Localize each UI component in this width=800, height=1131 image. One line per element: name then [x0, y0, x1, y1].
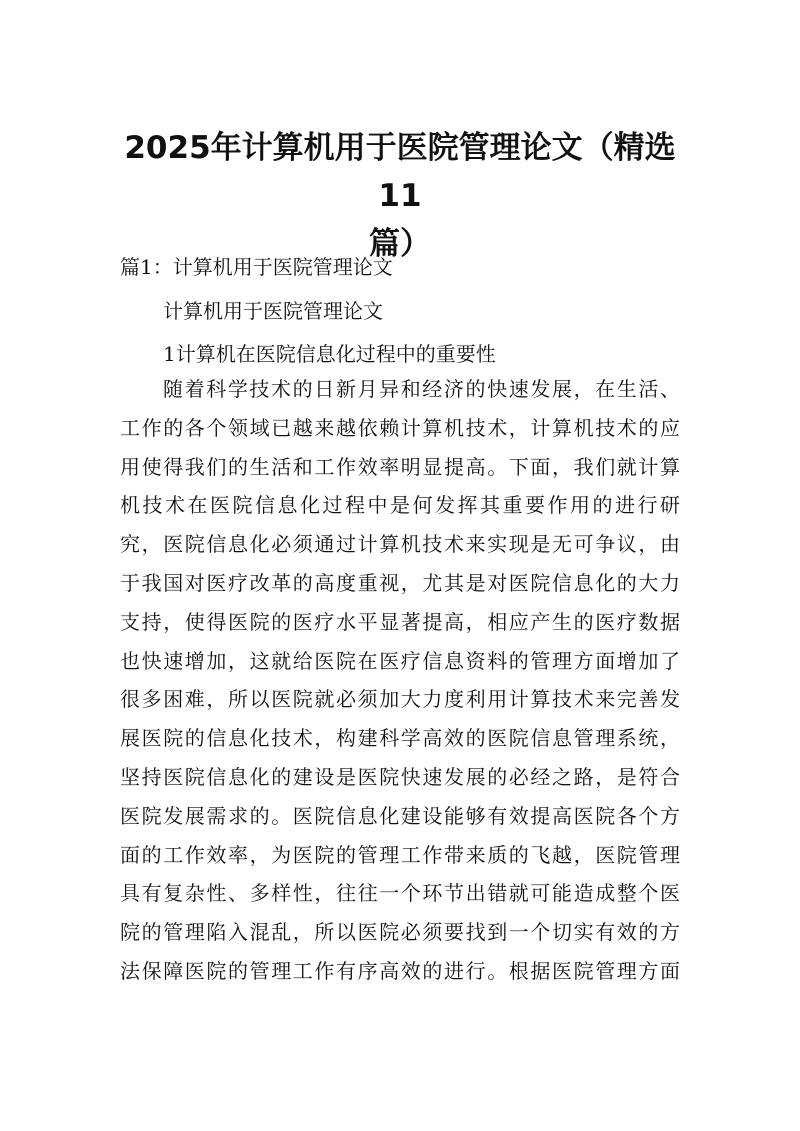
body-line: 随着科学技术的日新月异和经济的快速发展，在生活、: [163, 377, 680, 401]
body-paragraph: [120, 370, 680, 991]
body-line: 机技术在医院信息化过程中是何发挥其重要作用的进行研: [120, 493, 680, 518]
title-line-1: 2025年计算机用于医院管理论文（精选11: [124, 130, 676, 214]
article-title: 计算机用于医院管理论文: [163, 299, 383, 323]
body-line: 院的管理陷入混乱，所以医院必须要找到一个切实有效的方: [120, 920, 680, 945]
section-heading: 1计算机在医院信息化过程中的重要性: [163, 342, 496, 366]
title-line-2: 篇）: [369, 226, 431, 262]
body-line: 也快速增加，这就给医院在医疗信息资料的管理方面增加了: [120, 648, 680, 673]
document-title: [110, 124, 690, 268]
body-line: 坚持医院信息化的建设是医院快速发展的必经之路，是符合: [120, 764, 680, 789]
body-line: 法保障医院的管理工作有序高效的进行。根据医院管理方面: [120, 958, 680, 983]
body-line: 展医院的信息化技术，构建科学高效的医院信息管理系统，: [120, 726, 680, 751]
body-line: 于我国对医疗改革的高度重视，尤其是对医院信息化的大力: [120, 570, 680, 595]
body-line: 工作的各个领域已越来越依赖计算机技术，计算机技术的应: [120, 415, 680, 440]
body-line: 很多困难，所以医院就必须加大力度利用计算技术来完善发: [120, 687, 680, 712]
chapter-heading: 篇1：计算机用于医院管理论文: [120, 255, 393, 279]
body-line: 究，医院信息化必须通过计算机技术来实现是无可争议，由: [120, 532, 680, 557]
body-line: 面的工作效率，为医院的管理工作带来质的飞越，医院管理: [120, 842, 680, 867]
body-line: 医院发展需求的。医院信息化建设能够有效提高医院各个方: [120, 803, 680, 828]
body-line: 支持，使得医院的医疗水平显著提高，相应产生的医疗数据: [120, 609, 680, 634]
body-line: 具有复杂性、多样性，往往一个环节出错就可能造成整个医: [120, 881, 680, 906]
body-line: 用使得我们的生活和工作效率明显提高。下面，我们就计算: [120, 454, 680, 479]
